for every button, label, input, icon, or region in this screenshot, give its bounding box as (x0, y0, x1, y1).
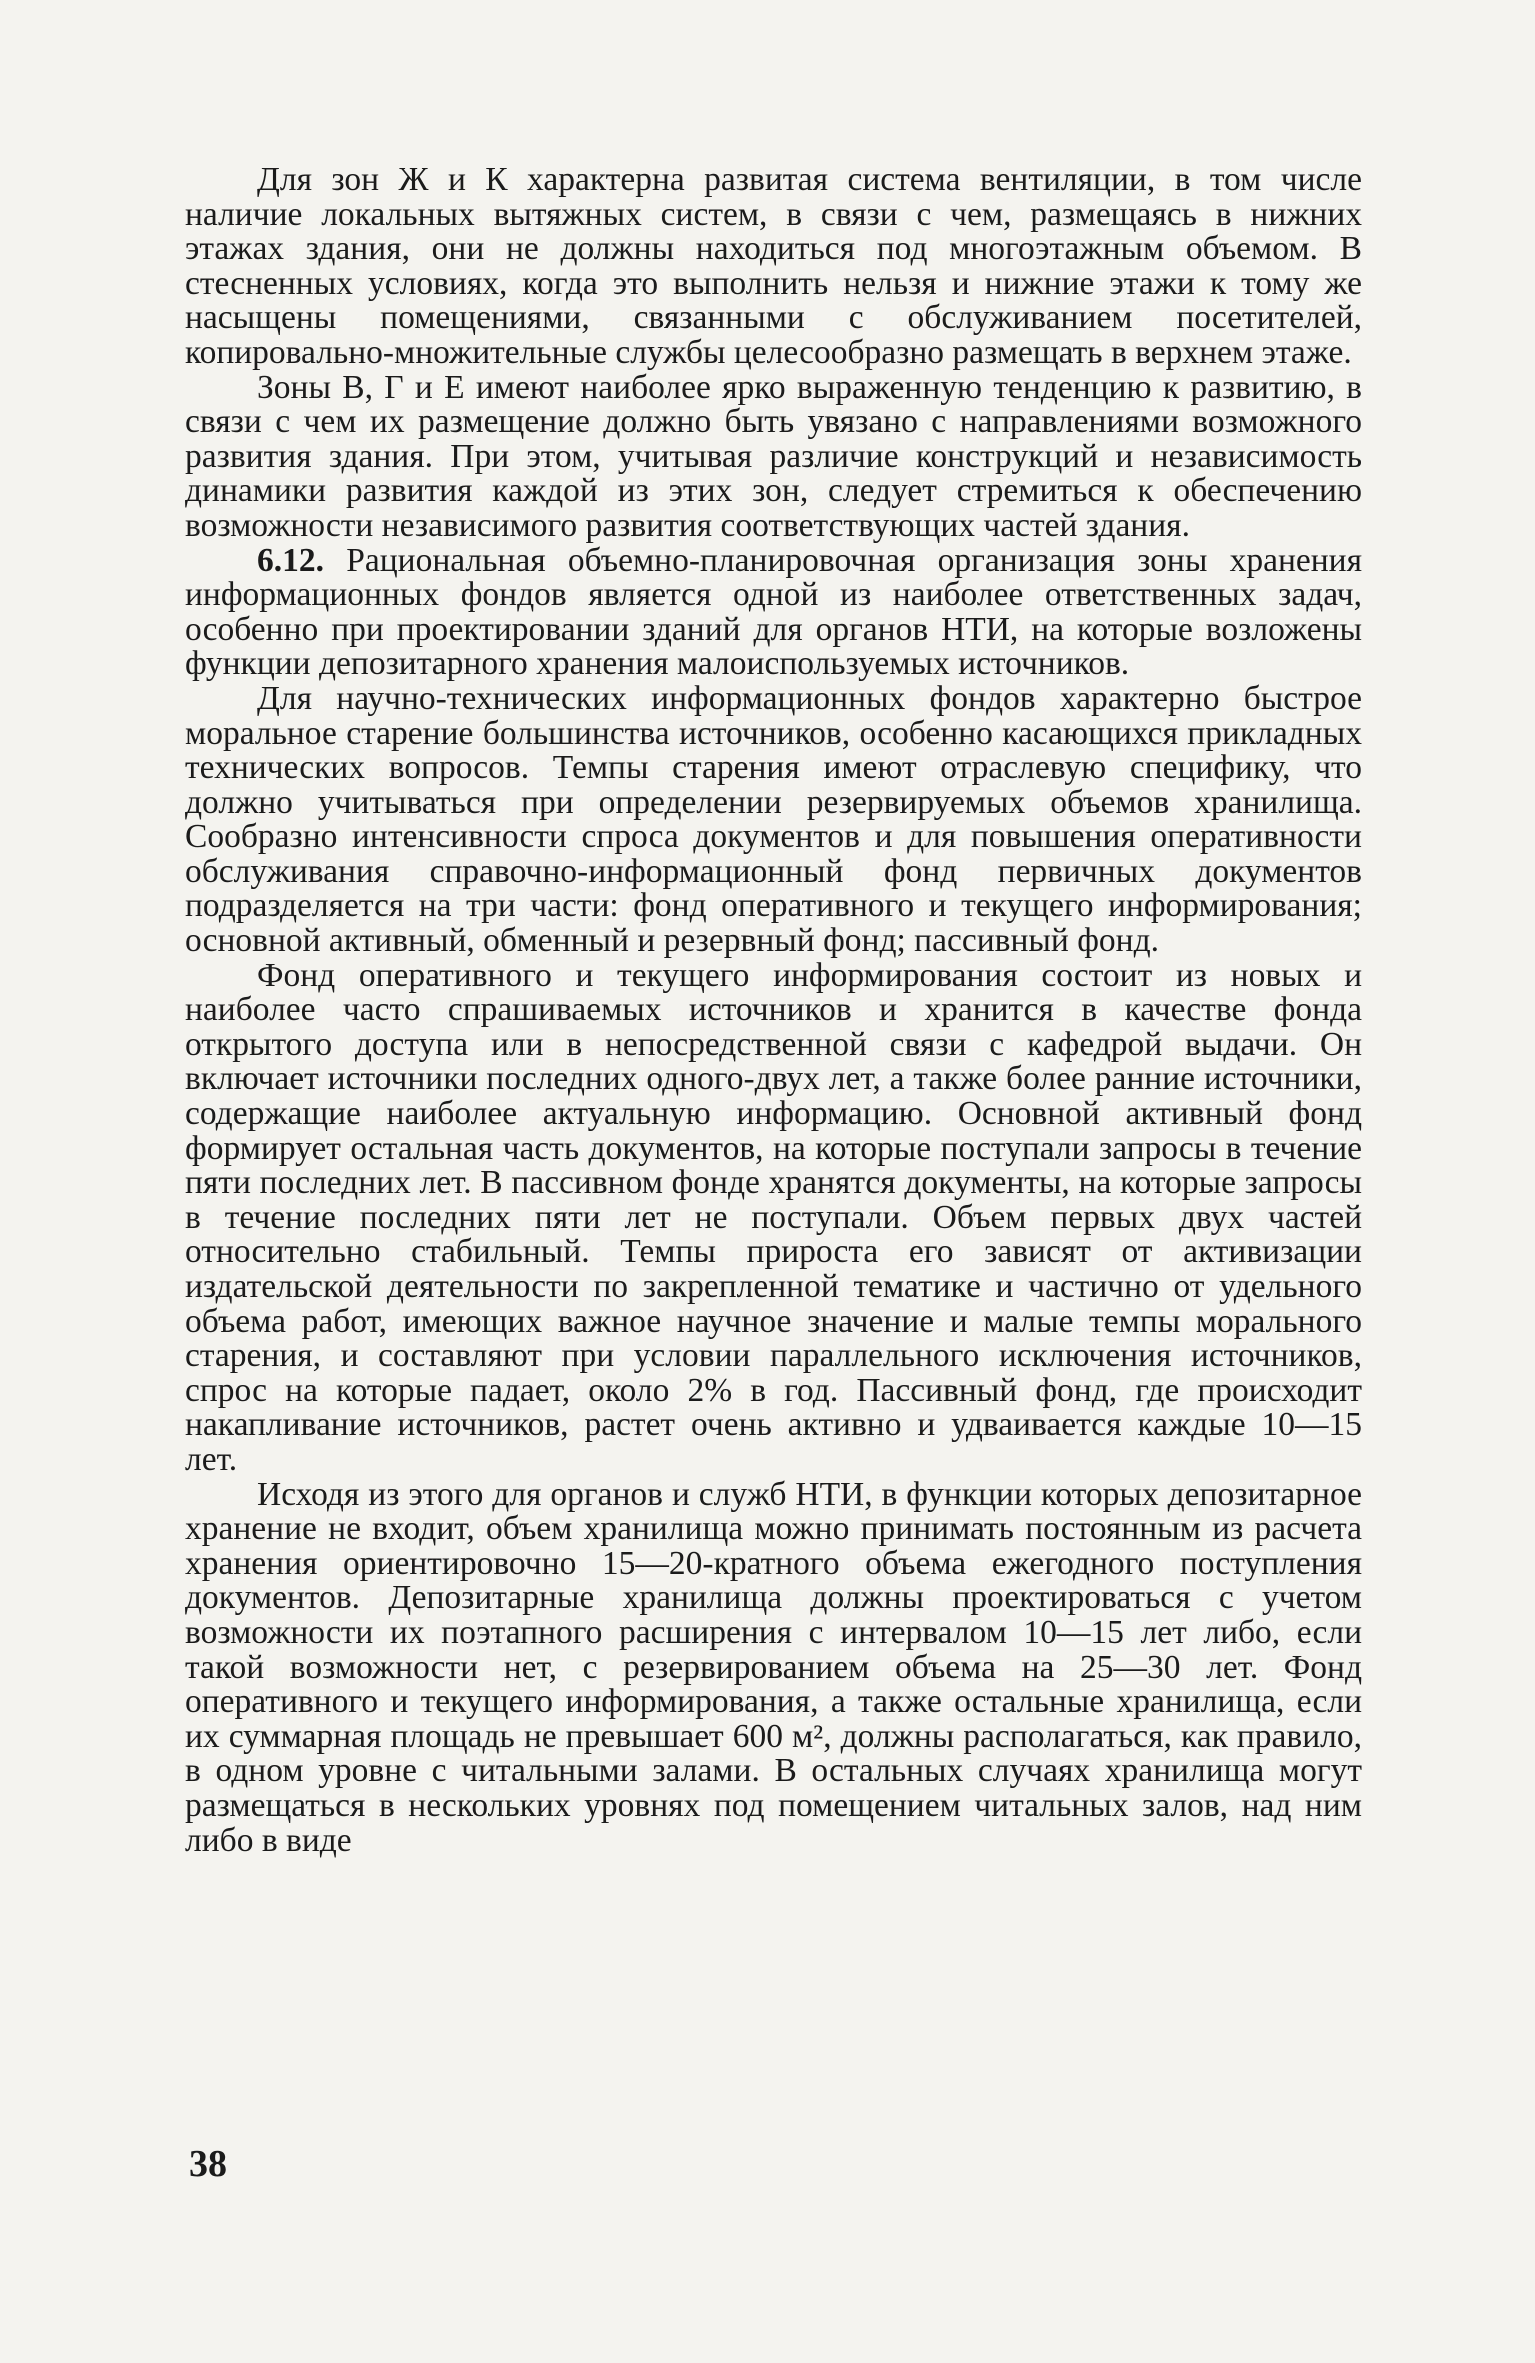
paragraph-zones-v-g-e: Зоны В, Г и Е имеют наиболее ярко выраженную тенденцию к развитию, в связи с чем их размещение должно быть увязано с направлениями возможного развития здания. При этом, учитывая различие конструкций и независимость динамики развития каждой из этих зон, следует стремиться к обеспечению возможности независимого развития соответствующих частей здания. (185, 368, 1362, 544)
page-number: 38 (189, 2143, 227, 2185)
section-number: 6.12. (257, 541, 324, 579)
paragraph-storage-volume: Исходя из этого для органов и служб НТИ, в функции которых депозитарное хранение не входит, объем хранилища можно принимать постоянным из расчета хранения ориентировочно 15—20-кратного объема ежегодного поступления документов. Депозитарные хранилища должны проектироваться с учетом возможности их поэтапного расширения с интервалом 10—15 лет либо, если такой возможности нет, с резервированием объема на 25—30 лет. Фонд оперативного и текущего информирования, а также остальные хранилища, если их суммарная площадь не превышает 600 м², должны располагаться, как правило, в одном уровне с читальными залами. В остальных случаях хранилища могут размещаться в нескольких уровнях под помещением читальных залов, над ним либо в виде (185, 1475, 1362, 1859)
body-text (185, 163, 1362, 1858)
paragraph-zones-zh-k: Для зон Ж и К характерна развитая система вентиляции, в том числе наличие локальных вытяжных систем, в связи с чем, размещаясь в нижних этажах здания, они не должны находиться под многоэтажным объемом. В стесненных условиях, когда это выполнить нельзя и нижние этажи к тому же насыщены помещениями, связанными с обслуживанием посетителей, копировально-множительные службы целесообразно размещать в верхнем этаже. (185, 161, 1362, 371)
paragraph-section-6-12: 6.12. Рациональная объемно-планировочная организация зоны хранения информационных фондов является одной из наиболее ответственных задач, особенно при проектировании зданий для органов НТИ, на которые возложены функции депозитарного хранения малоиспользуемых источников. (185, 541, 1363, 683)
paragraph-operational-fund: Фонд оперативного и текущего информирования состоит из новых и наиболее часто спрашиваемых источников и хранится в качестве фонда открытого доступа или в непосредственной связи с кафедрой выдачи. Он включает источники последних одного-двух лет, а также более ранние источники, содержащие наиболее актуальную информацию. Основной активный фонд формирует остальная часть документов, на которые поступали запросы в течение пяти последних лет. В пассивном фонде хранятся документы, на которые запросы в течение последних пяти лет не поступали. Объем первых двух частей относительно стабильный. Темпы прироста его зависят от активизации издательской деятельности по закрепленной тематике и частично от удельного объема работ, имеющих важное научное значение и малые темпы морального старения, и составляют при условии параллельного исключения источников, спрос на которые падает, около 2% в год. Пассивный фонд, где происходит накапливание источников, растет очень активно и удваивается каждые 10—15 лет. (185, 956, 1362, 1478)
paragraph-scientific-funds: Для научно-технических информационных фондов характерно быстрое моральное старение большинства источников, особенно касающихся прикладных технических вопросов. Темпы старения имеют отраслевую специфику, что должно учитываться при определении резервируемых объемов хранилища. Сообразно интенсивности спроса документов и для повышения оперативности обслуживания справочно-информационный фонд первичных документов подразделяется на три части: фонд оперативного и текущего информирования; основной активный, обменный и резервный фонд; пассивный фонд. (185, 679, 1362, 960)
